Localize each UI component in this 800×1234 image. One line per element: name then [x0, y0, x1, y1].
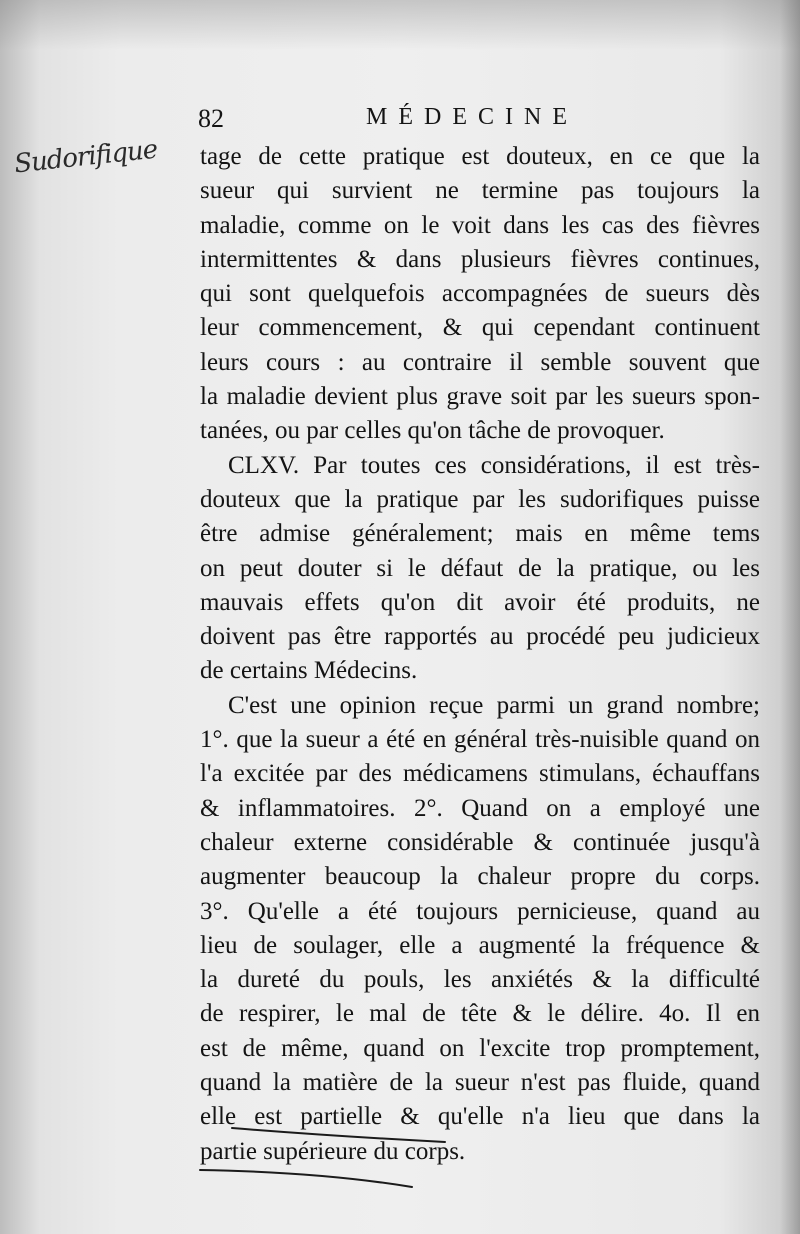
text-line: tanées, ou par celles qu'on tâche de provoquer. — [200, 417, 665, 445]
text-line: sueur qui survient ne termine pas toujours la — [200, 177, 760, 205]
text-line: quand la matière de la sueur n'est pas fluide, quand — [200, 1069, 760, 1097]
text-line: chaleur externe considérable & continuée jusqu'à — [200, 828, 760, 856]
text-line: qui sont quelquefois accompagnées de sueurs dès — [200, 280, 760, 308]
text-line: leur commencement, & qui cependant continuent — [200, 314, 760, 342]
text-line: C'est une opinion reçue parmi un grand nombre; — [228, 691, 760, 719]
text-line: douteux que la pratique par les sudorifiques puisse — [200, 485, 760, 513]
text-line: la maladie devient plus grave soit par les sueurs spon- — [200, 383, 760, 411]
text-line: être admise généralement; mais en même tems — [200, 520, 760, 548]
text-line: intermittentes & dans plusieurs fièvres continues, — [200, 245, 760, 273]
text-line: doivent pas être rapportés au procédé peu judicieux — [200, 623, 760, 651]
text-line: & inflammatoires. 2°. Quand on a employé une — [200, 794, 760, 822]
text-line: elle est partielle & qu'elle n'a lieu que dans la — [200, 1103, 760, 1131]
text-line: 1°. que la sueur a été en général très-nuisible quand on — [200, 726, 760, 754]
text-line: partie supérieure du corps. — [200, 1137, 466, 1165]
text-line: tage de cette pratique est douteux, en ce que la — [200, 143, 760, 170]
text-line: de certains Médecins. — [200, 657, 418, 685]
text-line: augmenter beaucoup la chaleur propre du corps. — [200, 863, 760, 891]
text-line: mauvais effets qu'on dit avoir été produits, ne — [200, 588, 760, 616]
text-line: leurs cours : au contraire il semble souvent que — [200, 348, 760, 376]
text-line: on peut douter si le défaut de la pratique, ou les — [200, 554, 760, 582]
text-line: de respirer, le mal de tête & le délire. 4o. Il en — [200, 1000, 760, 1028]
text-line: la dureté du pouls, les anxiétés & la difficulté — [200, 966, 760, 994]
text-line: maladie, comme on le voit dans les cas des fièvres — [200, 211, 760, 239]
text-line: est de même, quand on l'excite trop promptement, — [200, 1034, 760, 1062]
handwritten-margin-note: Sudorifique — [12, 134, 159, 180]
page-number: 82 — [198, 104, 224, 133]
section-heading-line: CLXV. Par toutes ces considérations, il est très- — [228, 451, 760, 479]
text-line: lieu de soulager, elle a augmenté la fréquence & — [200, 931, 760, 959]
running-head: MÉDECINE — [366, 104, 578, 130]
text-line: l'a excitée par des médicamens stimulans, échauffans — [200, 760, 760, 788]
text-line: 3°. Qu'elle a été toujours pernicieuse, quand au — [200, 897, 760, 925]
